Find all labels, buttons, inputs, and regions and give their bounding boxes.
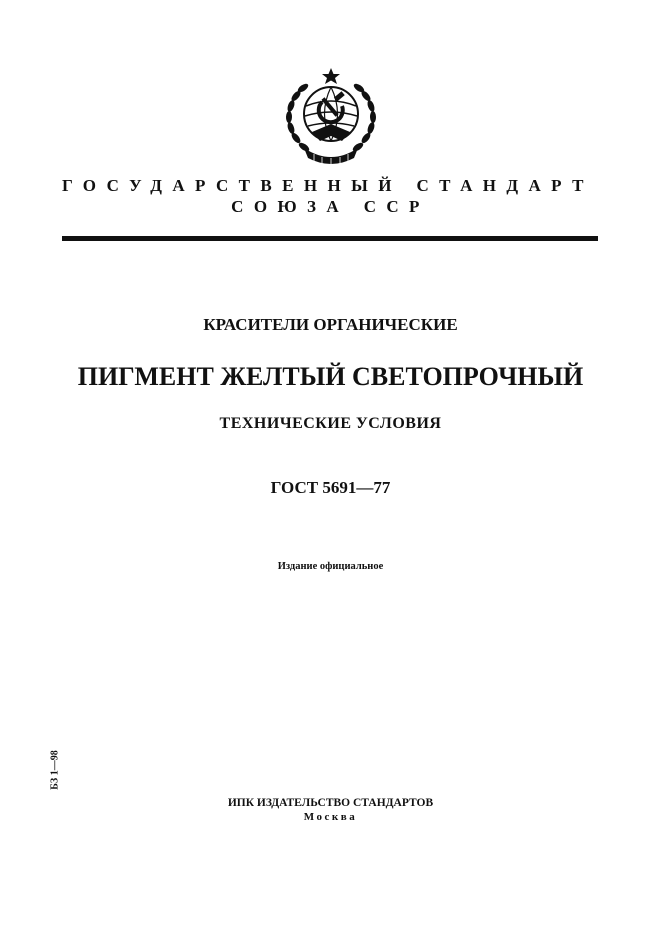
document-spec-title: ТЕХНИЧЕСКИЕ УСЛОВИЯ	[219, 415, 442, 432]
header-divider	[62, 236, 598, 241]
gost-number: ГОСТ 5691—77	[270, 478, 391, 497]
document-subtitle: КРАСИТЕЛИ ОРГАНИЧЕСКИЕ	[203, 315, 458, 334]
header-standard-title: ГОСУДАРСТВЕННЫЙ СТАНДАРТ	[62, 176, 594, 195]
edition-note: Издание официальное	[277, 561, 384, 572]
header-union-title: СОЮЗА ССР	[231, 197, 430, 216]
state-emblem-icon	[282, 66, 380, 166]
publisher-name: ИПК ИЗДАТЕЛЬСТВО СТАНДАРТОВ	[227, 797, 434, 809]
side-code: БЗ 1—98	[49, 750, 61, 790]
document-title: ПИГМЕНТ ЖЕЛТЫЙ СВЕТОПРОЧНЫЙ	[77, 362, 584, 391]
publisher-city: Москва	[303, 811, 358, 823]
